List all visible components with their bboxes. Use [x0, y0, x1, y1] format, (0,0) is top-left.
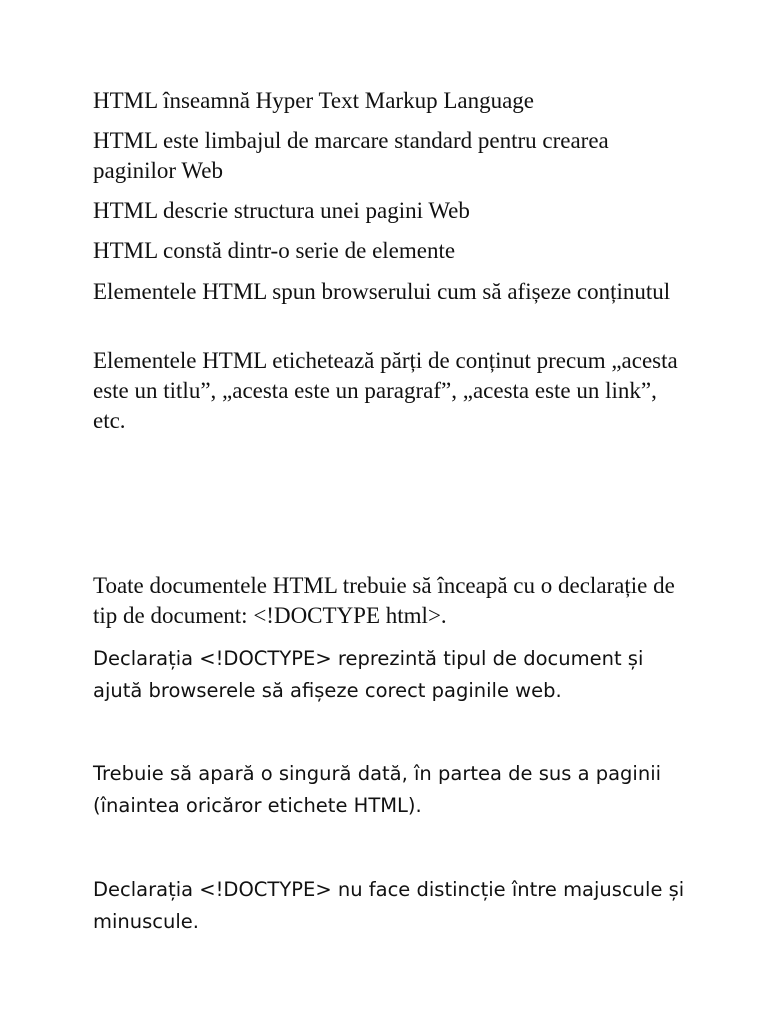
intro-paragraph-5: [93, 277, 693, 307]
intro-paragraph-3: [93, 196, 693, 226]
intro-text-5: Elementele HTML spun browserului cum să afișeze conținutul: [93, 279, 671, 304]
intro-text-6: Elementele HTML etichetează părți de conținut precum „acesta este un titlu”, „acesta este un paragraf”, „acesta este un link”, etc.: [93, 348, 678, 433]
intro-text-2: HTML este limbajul de marcare standard pentru crearea paginilor Web: [93, 128, 609, 183]
doctype-text-2: Declarația <!DOCTYPE> reprezintă tipul de document și ajută browserele să afișeze corect paginile web.: [93, 647, 644, 702]
intro-paragraph-2: [93, 126, 693, 186]
doctype-text-3: Trebuie să apară o singură dată, în partea de sus a paginii (înaintea oricăror etichete HTML).: [93, 762, 662, 817]
doctype-text-4: Declarația <!DOCTYPE> nu face distincție între majuscule și minuscule.: [93, 878, 685, 933]
intro-text-1: HTML înseamnă Hyper Text Markup Language: [93, 88, 535, 113]
doctype-text-1: Toate documentele HTML trebuie să înceapă cu o declarație de tip de document: <!DOCTYPE html>.: [93, 573, 675, 628]
intro-text-3: HTML descrie structura unei pagini Web: [93, 198, 470, 223]
doctype-paragraph-1: [93, 571, 693, 631]
intro-text-4: HTML constă dintr-o serie de elemente: [93, 238, 456, 263]
intro-paragraph-6: [93, 346, 693, 436]
intro-paragraph-1: [93, 86, 693, 116]
intro-paragraph-4: [93, 236, 693, 266]
doctype-paragraph-3: [93, 758, 693, 822]
doctype-paragraph-2: [93, 643, 693, 707]
doctype-paragraph-4: [93, 874, 693, 938]
